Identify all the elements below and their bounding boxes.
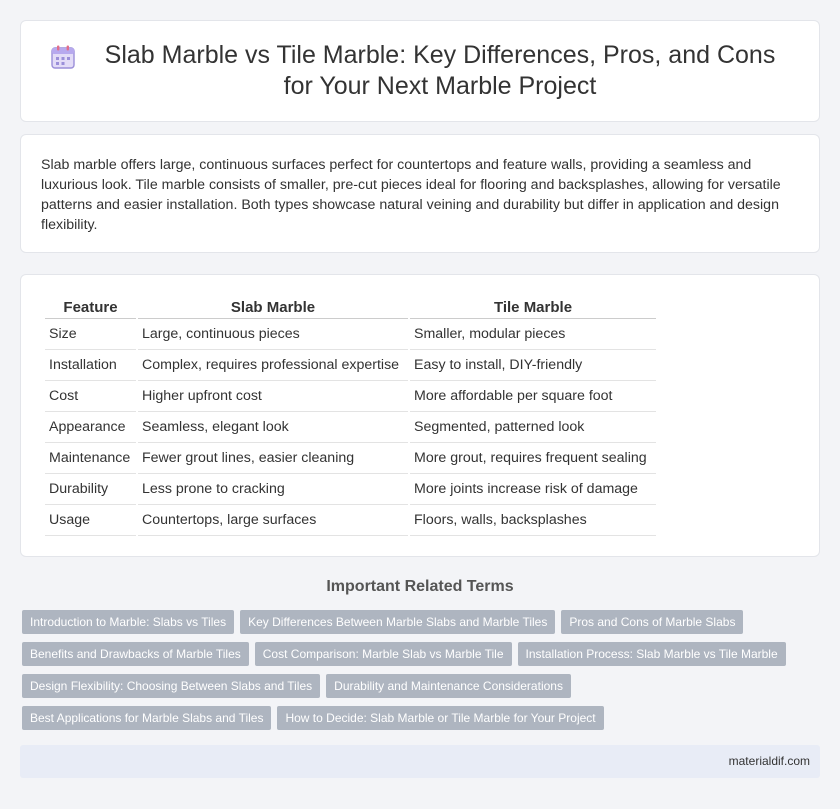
tag-row: [22, 610, 822, 634]
table-header-row: [45, 297, 656, 319]
table-cell: Large, continuous pieces: [138, 319, 408, 350]
comparison-table: [43, 297, 658, 536]
comparison-card: [20, 274, 820, 557]
table-cell: Seamless, elegant look: [138, 412, 408, 443]
tag-row: [22, 706, 822, 730]
table-row: [45, 412, 656, 443]
table-row: [45, 443, 656, 474]
table-cell: Maintenance: [45, 443, 136, 474]
title-wrap: [50, 40, 790, 102]
related-terms-heading: Important Related Terms: [326, 578, 514, 595]
table-cell: More grout, requires frequent sealing: [410, 443, 656, 474]
related-term-link[interactable]: Design Flexibility: Choosing Between Slabs and Tiles: [22, 674, 320, 698]
title-card: [20, 20, 820, 122]
column-header-feature: Feature: [45, 297, 136, 319]
table-row: [45, 474, 656, 505]
table-cell: Usage: [45, 505, 136, 536]
table-cell: Easy to install, DIY-friendly: [410, 350, 656, 381]
table-cell: Higher upfront cost: [138, 381, 408, 412]
page-title: Slab Marble vs Tile Marble: Key Differences, Pros, and Cons for Your Next Marble Project: [104, 41, 776, 100]
related-term-link[interactable]: Installation Process: Slab Marble vs Tile Marble: [518, 642, 786, 666]
table-cell: Floors, walls, backsplashes: [410, 505, 656, 536]
related-term-link[interactable]: How to Decide: Slab Marble or Tile Marble for Your Project: [277, 706, 603, 730]
table-cell: More joints increase risk of damage: [410, 474, 656, 505]
related-term-link[interactable]: Cost Comparison: Marble Slab vs Marble Tile: [255, 642, 512, 666]
table-cell: Less prone to cracking: [138, 474, 408, 505]
related-term-link[interactable]: Benefits and Drawbacks of Marble Tiles: [22, 642, 249, 666]
table-cell: Cost: [45, 381, 136, 412]
column-header-tile: Tile Marble: [410, 297, 656, 319]
table-row: [45, 350, 656, 381]
tag-row: [22, 642, 822, 666]
related-term-link[interactable]: Pros and Cons of Marble Slabs: [561, 610, 743, 634]
table-cell: Fewer grout lines, easier cleaning: [138, 443, 408, 474]
related-term-link[interactable]: Introduction to Marble: Slabs vs Tiles: [22, 610, 234, 634]
table-cell: Installation: [45, 350, 136, 381]
column-header-slab: Slab Marble: [138, 297, 408, 319]
table-cell: Smaller, modular pieces: [410, 319, 656, 350]
intro-paragraph: Slab marble offers large, continuous surfaces perfect for countertops and feature walls, providing a seamless and luxurious look. Tile marble consists of smaller, pre-cut pieces ideal for flooring and backsplashes, allowing for versatile patterns and easier installation. Both types showcase natural veining and durability but differ in application and design flexibility.: [41, 157, 781, 233]
table-row: [45, 319, 656, 350]
table-cell: Countertops, large surfaces: [138, 505, 408, 536]
table-cell: Complex, requires professional expertise: [138, 350, 408, 381]
table-row: [45, 505, 656, 536]
related-terms-list: [22, 610, 822, 738]
table-cell: Segmented, patterned look: [410, 412, 656, 443]
table-cell: Durability: [45, 474, 136, 505]
table-cell: Appearance: [45, 412, 136, 443]
table-cell: Size: [45, 319, 136, 350]
intro-card: [20, 134, 820, 253]
related-term-link[interactable]: Key Differences Between Marble Slabs and Marble Tiles: [240, 610, 555, 634]
footer-site-name: materialdif.com: [728, 754, 810, 768]
table-cell: More affordable per square foot: [410, 381, 656, 412]
related-term-link[interactable]: Best Applications for Marble Slabs and Tiles: [22, 706, 271, 730]
footer: [20, 745, 820, 778]
table-row: [45, 381, 656, 412]
calendar-icon: [50, 44, 76, 70]
related-term-link[interactable]: Durability and Maintenance Considerations: [326, 674, 571, 698]
tag-row: [22, 674, 822, 698]
